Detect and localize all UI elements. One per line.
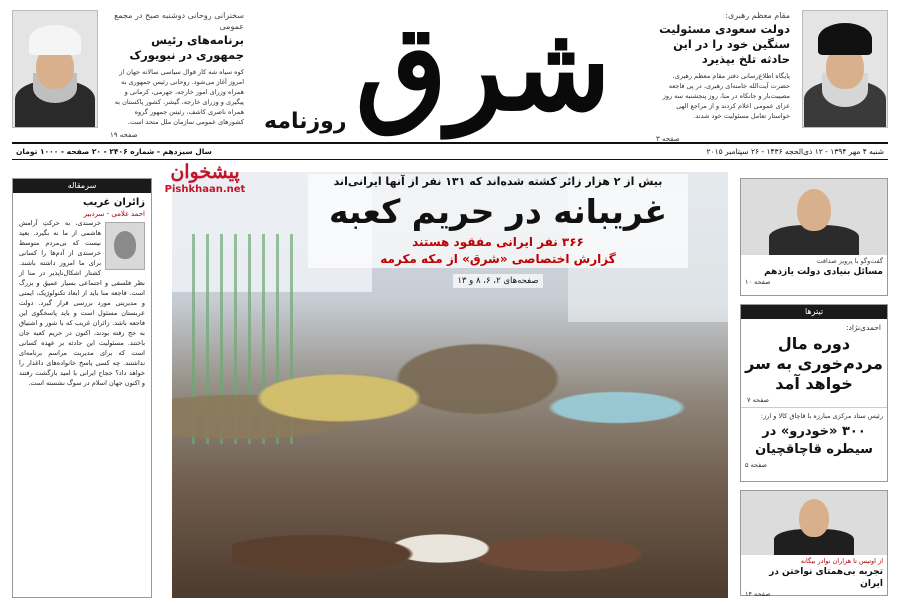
top-box-left-text xyxy=(104,10,250,138)
photo-face xyxy=(797,189,831,231)
dateline-issue: سال سیزدهم - شماره ۲۴۰۶ - ۲۰ صفحه - ۱۰۰۰ تومان xyxy=(16,147,212,156)
top-box-right-body: پایگاه اطلاع‌رسانی دفتر مقام معظم رهبری، حضرت آیت‌الله خامنه‌ای رهبری، در پی فاجعه مصیبت‌بار و جانکاه در منا، روز پنجشنبه سه روز عزای عمومی اعلام کردند و از مراجع الهی خواستار تعامل مسئولیت خود شدند. xyxy=(662,72,790,120)
khamenei-photo xyxy=(802,10,888,128)
headlines-box xyxy=(740,304,888,482)
music-card xyxy=(740,490,888,596)
photo-face xyxy=(799,499,829,537)
main-subhead-2: گزارش اختصاصی «شرق» از مکه مکرمه xyxy=(308,251,688,268)
top-box-right-ref[interactable]: صفحه ۳ xyxy=(656,135,680,143)
headline-2-ref[interactable]: صفحه ۵ xyxy=(745,461,768,469)
dateline-date: شنبه ۴ مهر ۱۳۹۴ - ۱۲ ذی‌الحجه ۱۴۳۶ - ۲۶ سپتامبر ۲۰۱۵ xyxy=(706,147,884,156)
top-box-left-title[interactable]: برنامه‌های رئیس جمهوری در نیویورک xyxy=(129,33,244,62)
interview-ref[interactable]: صفحه ۱۰ xyxy=(745,278,771,286)
main-subhead-1: ۳۶۶ نفر ایرانی مفقود هستند xyxy=(308,234,688,251)
headline-1-ref[interactable]: صفحه ۷ xyxy=(741,396,887,408)
interview-photo xyxy=(741,179,887,255)
main-page-ref[interactable]: صفحه‌های ۲، ۶، ۸ و ۱۳ xyxy=(453,274,542,288)
interview-title[interactable]: مسائل بنیادی دولت یازدهم xyxy=(764,267,883,277)
headline-1-title[interactable]: دوره مال مردم‌خوری به سر خواهد آمد xyxy=(745,334,883,393)
interview-card xyxy=(740,178,888,296)
top-box-left-body: کوه سیاه شه کار قوال سیاسی سالانه جهان از امروز آغاز می‌شود. روحانی رئیس جمهوری به همراه وزرای امور خارجه، جهرمی، کرمانی و پیگیری و وزرای خارجه، گیشر، کشور پاکستان به همراه ناصری کاشف، رئیس جمهور گروه کشورهای عمومی سازمان ملل متحد است. xyxy=(114,68,244,126)
music-ref[interactable]: صفحه ۱۴ xyxy=(745,590,771,598)
top-box-left-kicker: سخنرانی روحانی دوشنبه صبح در مجمع عمومی xyxy=(114,11,244,31)
top-box-left-ref[interactable]: صفحه ۱۹ xyxy=(110,131,138,139)
newspaper-logo-sub: روزنامه xyxy=(264,109,347,134)
headline-block xyxy=(308,174,688,288)
main-kicker: بیش از ۲ هزار زائر کشته شده‌اند که ۱۳۱ نفر از آنها ایرانی‌اند xyxy=(308,174,688,190)
top-box-right-text xyxy=(650,10,796,143)
headline-2-kicker: رئیس ستاد مرکزی مبارزه با قاچاق کالا و ارز: xyxy=(760,412,883,420)
photo-turban xyxy=(818,23,872,55)
rouhani-photo xyxy=(12,10,98,128)
dateline-bar xyxy=(12,142,888,160)
headlines-tag: تیترها xyxy=(741,305,887,319)
newspaper-logo: شرق xyxy=(355,0,611,137)
author-face xyxy=(114,231,136,259)
main-story xyxy=(172,172,728,598)
editorial-body: خرسندی، به حرکتِ آرامش هاشمی از ما نه بگیرد. بعید نیست که بی‌مردم متوسط خرسندی از آدم‌ها را کسانی برای ما امروز داشته باشند. کشتار اشکال‌ناپذیر در منا از نظر فلسفی و اجتماعی بسیار عمیق و بزرگ است. فاجعه منا باید از ابعاد تکنولوژیک، ایمنی و مدیریتی مورد بررسی قرار گیرد. دولت عربستان مسئول است و باید پاسخگوی این فاجعه باشد. زائران غریب که با شور و اشتیاق به حج رفته بودند، اکنون در حریم کعبه جان باختند. مسئولیت این حادثه بر عهده کسانی است که برای مدیریت مراسم برنامه‌ای نداشتند. چه کسی پاسخ خانواده‌های داغدار را خواهد داد؟ حجاج ایرانی با امید بازگشت رفتند و اکنون جهان اسلام در سوگ نشسته است. xyxy=(19,219,145,387)
masthead xyxy=(0,0,900,168)
headline-1-kicker: احمدی‌نژاد: xyxy=(845,323,881,332)
top-box-right xyxy=(650,10,888,143)
top-box-right-kicker: مقام معظم رهبری: xyxy=(725,11,790,20)
watermark-fa: پیشخوان xyxy=(170,161,240,183)
editorial-title[interactable]: زائران غریب xyxy=(83,197,145,208)
photo-turban xyxy=(29,25,81,55)
top-box-left xyxy=(12,10,250,138)
top-box-right-title[interactable]: دولت سعودی مسئولیت سنگین خود را در این حادثه تلخ بپذیرد xyxy=(659,22,790,66)
right-column xyxy=(740,172,888,598)
editorial-author-photo xyxy=(105,222,145,270)
watermark-en: Pishkhaan.net xyxy=(164,184,246,195)
photo-ground xyxy=(232,488,648,598)
music-title[interactable]: تجربه بی‌همتای نواختن در ایران xyxy=(769,567,883,589)
editorial-column xyxy=(12,178,152,598)
music-photo xyxy=(741,491,887,555)
main-headline[interactable]: غریبانه در حریم کعبه xyxy=(308,190,688,234)
editorial-author: احمد غلامی - سردبیر xyxy=(83,210,145,218)
headline-2-title[interactable]: ۳۰۰ «خودرو» در سیطره قاچاقچیان xyxy=(755,424,873,457)
interview-kicker: گفت‌وگو با پرویز صداقت xyxy=(816,257,883,265)
logo-area xyxy=(256,0,641,138)
photo-crowd xyxy=(172,322,728,512)
editorial-tag: سرمقاله xyxy=(13,179,151,193)
music-kicker: از اوتیس تا هزاران نوادر بیگانه xyxy=(800,557,883,565)
pishkhaan-watermark xyxy=(150,160,260,206)
